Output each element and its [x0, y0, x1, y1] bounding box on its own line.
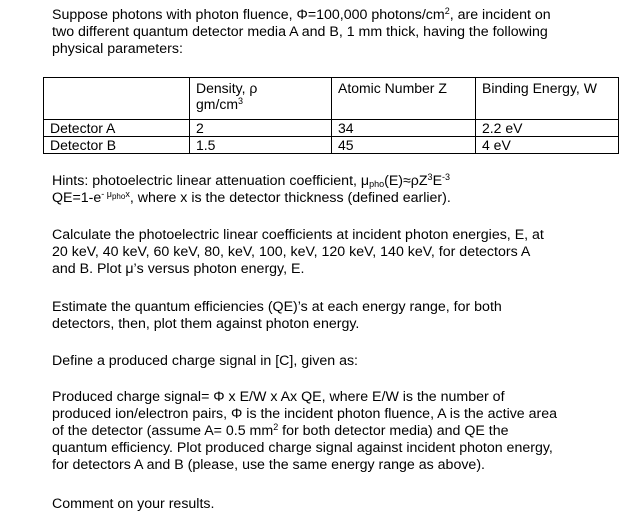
row-label: Detector B [44, 137, 190, 154]
cell-binding-energy: 4 eV [476, 137, 619, 154]
calculate-paragraph [52, 227, 622, 278]
cell-atomic-number: 45 [332, 137, 476, 154]
intro-line-1: Suppose photons with photon fluence, Φ=100,000 photons/$cm^2$, are incident on [52, 6, 551, 23]
intro-paragraph [52, 7, 622, 58]
hints-attenuation-line: Hints: photoelectric linear attenuation coefficient, $\mu_{pho}(E)\approx\rho Z^3E^{-3}$ [52, 172, 451, 189]
intro-line-3: physical parameters: [52, 41, 183, 57]
calculate-line: and B. Plot μ’s versus photon energy, E. [52, 261, 305, 277]
hints-qe-line: $QE=1-e^{- \mu phox}$, where x is the detector thickness (defined earlier). [52, 189, 451, 206]
estimate-qe-paragraph [52, 299, 622, 333]
cell-binding-energy: 2.2 eV [476, 120, 619, 137]
estimate-line: Estimate the quantum efficiencies (QE)’s at each energy range, for both [52, 299, 502, 315]
intro-line-2: two different quantum detector media A and B, 1 mm thick, having the following [52, 24, 548, 40]
header-density: Density, ρ $gm/cm^3$ [190, 78, 332, 120]
row-label: Detector A [44, 120, 190, 137]
comment-line: Comment on your results. [52, 496, 215, 512]
signal-line: Produced charge signal= Φ x E/W x Ax QE, where E/W is the number of [52, 389, 505, 405]
charge-signal-paragraph [52, 389, 622, 474]
header-empty-cell [44, 78, 190, 120]
signal-line: produced ion/electron pairs, Φ is the incident photon fluence, A is the active area [52, 406, 558, 422]
table-row [44, 137, 619, 154]
header-atomic-number: Atomic Number Z [332, 78, 476, 120]
signal-line: quantum efficiency. Plot produced charge signal against incident photon energy, [52, 440, 553, 456]
calculate-line: Calculate the photoelectric linear coefficients at incident photon energies, E, at [52, 227, 544, 243]
estimate-line: detectors, then, plot them against photon energy. [52, 316, 360, 332]
comment-paragraph [52, 496, 622, 513]
signal-line: for detectors A and B (please, use the same energy range as above). [52, 457, 485, 473]
detector-parameters-table [43, 77, 619, 154]
header-binding-energy: Binding Energy, W [476, 78, 619, 120]
cell-density: 1.5 [190, 137, 332, 154]
cell-density: 2 [190, 120, 332, 137]
calculate-line: 20 keV, 40 keV, 60 keV, 80, keV, 100, keV, 120 keV, 140 keV, for detectors A [52, 244, 531, 260]
define-line: Define a produced charge signal in [C], given as: [52, 353, 359, 369]
signal-line: of the detector (assume A= 0.5 $mm^2$ for both detector media) and QE the [52, 422, 509, 439]
cell-atomic-number: 34 [332, 120, 476, 137]
table-header-row [44, 78, 619, 120]
table-row [44, 120, 619, 137]
define-signal-paragraph [52, 353, 622, 370]
hints-paragraph [52, 173, 622, 207]
